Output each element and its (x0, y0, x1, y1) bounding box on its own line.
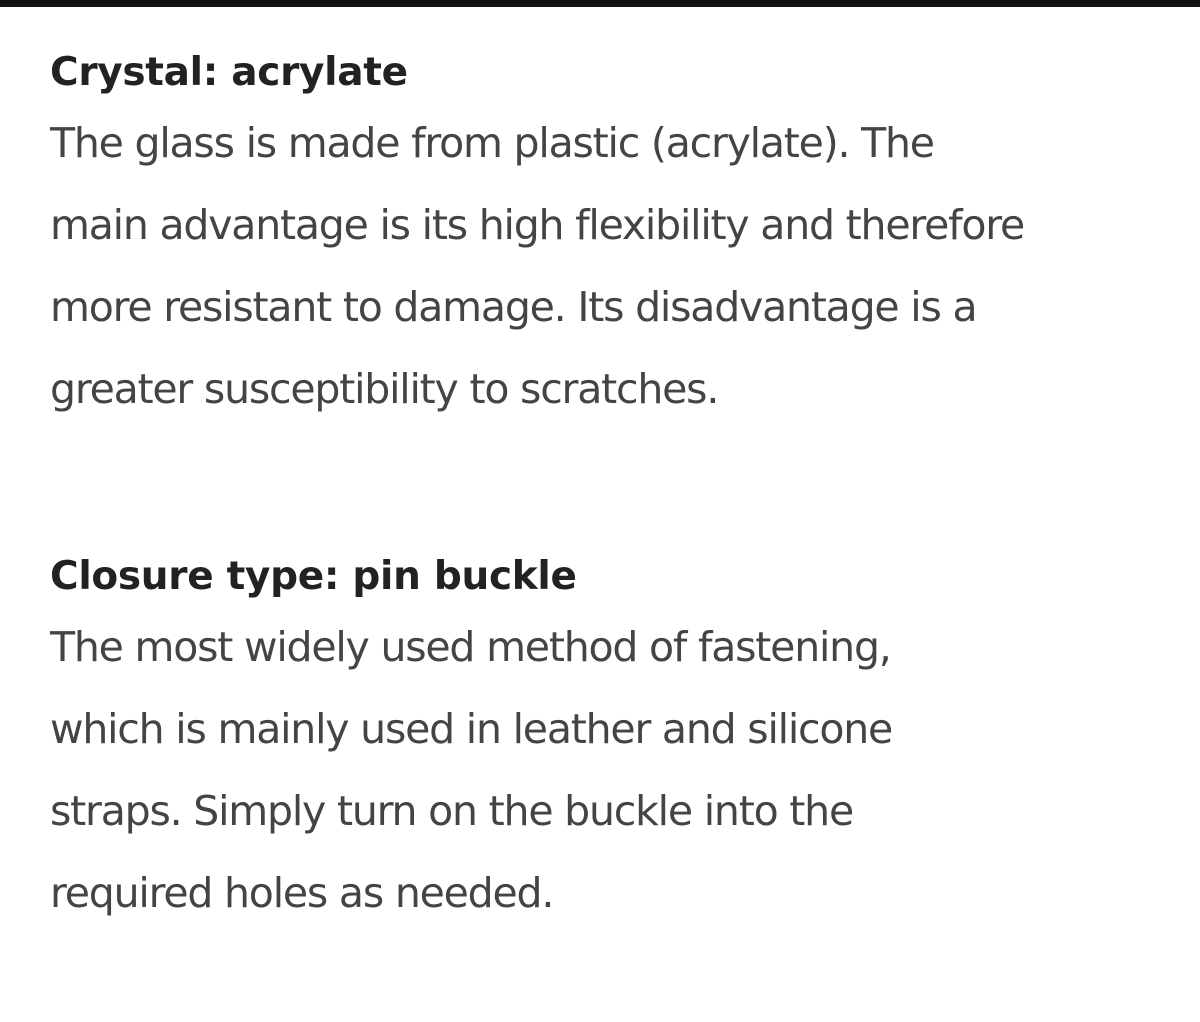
closure-heading: Closure type: pin buckle (50, 554, 577, 599)
text-line: which is mainly used in leather and silicone (50, 705, 893, 753)
text-line: The glass is made from plastic (acrylate). The (50, 119, 934, 167)
closure-description (50, 606, 1180, 934)
closure-section (50, 548, 1180, 934)
text-line: main advantage is its high flexibility and therefore (50, 201, 1025, 249)
top-border (0, 0, 1200, 7)
text-line: The most widely used method of fastening, (50, 623, 891, 671)
text-line: required holes as needed. (50, 869, 554, 917)
crystal-section (50, 44, 1180, 430)
text-line: more resistant to damage. Its disadvantage is a (50, 283, 977, 331)
crystal-heading: Crystal: acrylate (50, 50, 408, 95)
text-line: greater susceptibility to scratches. (50, 365, 719, 413)
crystal-description (50, 102, 1180, 430)
text-line: straps. Simply turn on the buckle into the (50, 787, 853, 835)
